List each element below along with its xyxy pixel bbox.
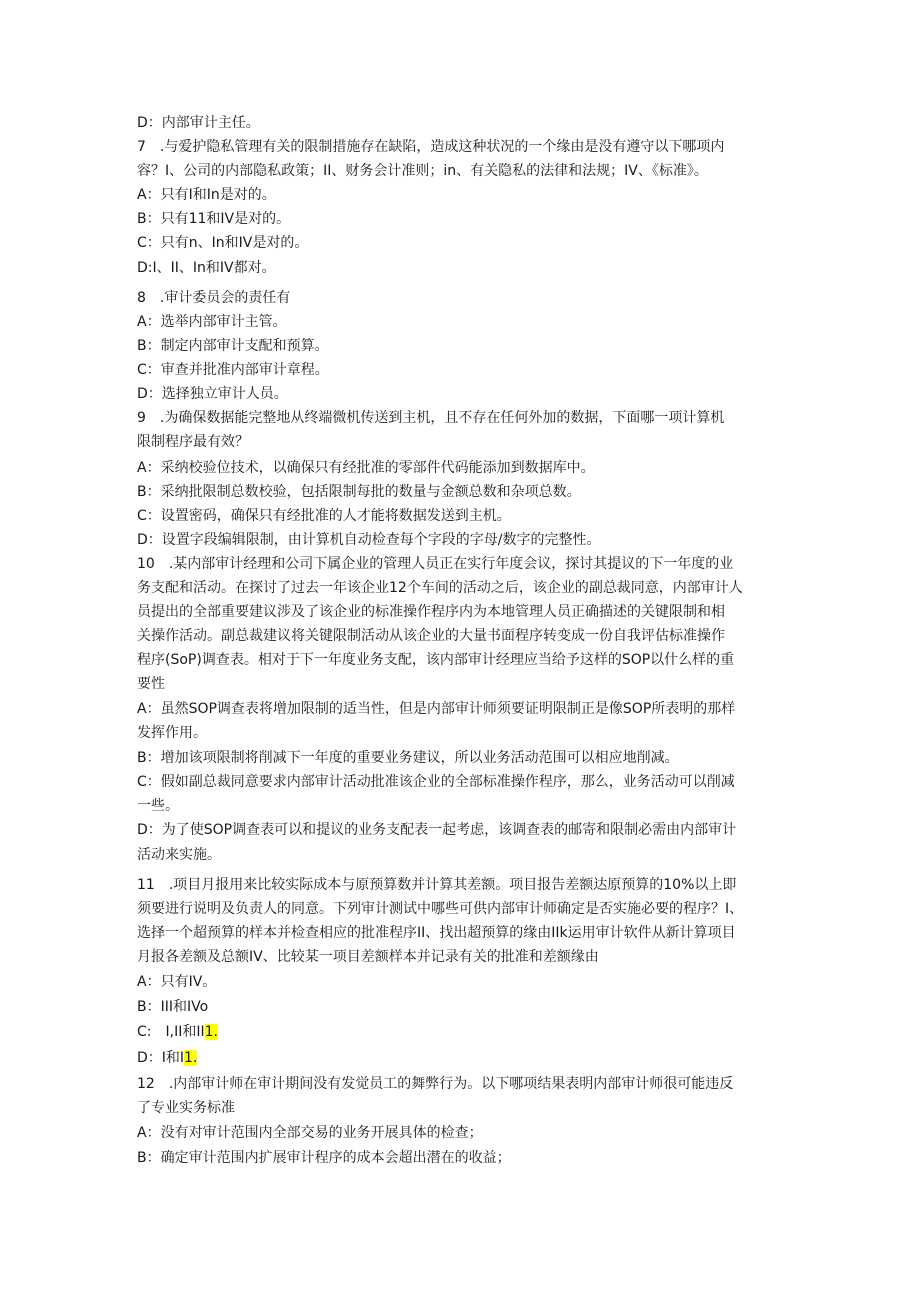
question-12-text: 12 .内部审计师在审计期间没有发觉员工的舞弊行为。以下哪项结果表明内部审计师很可能违反 [137, 1076, 734, 1092]
question-9-text: 9 .为确保数据能完整地从终端微机传送到主机，且不存在任何外加的数据，下面哪一项计算机 [137, 410, 725, 426]
text-line: 发挥作用。 [137, 725, 207, 741]
text-line: D：内部审计主任。 [137, 115, 260, 131]
option-b: B：采纳批限制总数校验，包括限制每批的数量与金额总数和杂项总数。 [137, 484, 581, 500]
option-b: B：III和IVo [137, 999, 209, 1015]
option-a: A：选举内部审计主管。 [137, 314, 287, 330]
option-a: A：只有IV。 [137, 974, 217, 990]
text-line: 员提出的全部重要建议涉及了该企业的标准操作程序内为本地管理人员正确描述的关键限制和相 [137, 604, 725, 620]
question-8-text: 8 .审计委员会的责任有 [137, 290, 291, 306]
text-line: 程序(SoP)调查表。相对于下一年度业务支配，该内部审计经理应当给予这样的SOP以什么样的重 [137, 652, 735, 668]
highlighted-text: 1. [204, 1024, 218, 1040]
question-10-text: 10 .某内部审计经理和公司下属企业的管理人员正在实行年度会议，探讨其提议的下一年度的业 [137, 556, 734, 572]
option-d: D：为了使SOP调查表可以和提议的业务支配表一起考虑，该调查表的邮寄和限制必需由内部审计 [137, 822, 737, 838]
option-b: B：制定内部审计支配和预算。 [137, 338, 329, 354]
text-line: 关操作活动。副总裁建议将关键限制活动从该企业的大量书面程序转变成一份自我评估标准操作 [137, 628, 725, 644]
option-b: B：增加该项限制将削减下一年度的重要业务建议，所以业务活动范围可以相应地削减。 [137, 750, 679, 766]
text-line: 月报各差额及总额IV、比较某一项目差额样本并记录有关的批准和差额缘由 [137, 949, 599, 965]
option-a: A：只有I和In是对的。 [137, 187, 276, 203]
text-line: 了专业实务标准 [137, 1100, 235, 1116]
option-d: D：选择独立审计人员。 [137, 386, 288, 402]
option-c: C：设置密码，确保只有经批准的人才能将数据发送到主机。 [137, 508, 511, 524]
text-line: 要性 [137, 676, 165, 692]
option-b: B：确定审计范围内扩展审计程序的成本会超出潜在的收益； [137, 1150, 511, 1166]
highlighted-text: 1. [184, 1050, 198, 1066]
option-d [137, 1049, 797, 1067]
option-d-text: D：I和I [137, 1050, 185, 1066]
option-c-text: C: I,II和II [137, 1024, 205, 1040]
option-d: D:I、II、In和IV都对。 [137, 260, 276, 276]
option-a: A：采纳校验位技术，以确保只有经批准的零部件代码能添加到数据库中。 [137, 460, 595, 476]
option-c: C：假如副总裁同意要求内部审计活动批准该企业的全部标准操作程序，那么，业务活动可以削减 [137, 774, 735, 790]
option-c [137, 1023, 797, 1041]
text-line: 容？I、公司的内部隐私政策；II、财务会计准则；in、有关隐私的法律和法规；IV、《标准》。 [137, 163, 708, 179]
option-d: D：设置字段编辑限制，由计算机自动检查每个字段的字母/数字的完整性。 [137, 532, 601, 548]
question-11-text: 11 .项目月报用来比较实际成本与原预算数并计算其差额。项目报告差额达原预算的10%以上即 [137, 877, 737, 893]
option-b: B：只有11和IV是对的。 [137, 211, 291, 227]
option-c: C：只有n、In和IV是对的。 [137, 235, 309, 251]
text-line: 活动来实施。 [137, 847, 221, 863]
question-7-text: 7 .与爱护隐私管理有关的限制措施存在缺陷，造成这种状况的一个缘由是没有遵守以下哪项内 [137, 139, 725, 155]
text-line: 一些。 [137, 798, 179, 814]
option-a: A：虽然SOP调查表将增加限制的适当性，但是内部审计师须要证明限制正是像SOP所表明的那样 [137, 701, 736, 717]
text-line: 限制程序最有效？ [137, 434, 249, 450]
text-line: 选择一个超预算的样本并检查相应的批准程序II、找出超预算的缘由IIk运用审计软件从新计算项目 [137, 925, 736, 941]
option-a: A：没有对审计范围内全部交易的业务开展具体的检查； [137, 1125, 483, 1141]
option-c: C：审查并批准内部审计章程。 [137, 362, 329, 378]
text-line: 须要进行说明及负责人的同意。下列审计测试中哪些可供内部审计师确定是否实施必要的程序？I、 [137, 901, 744, 917]
text-line: 务支配和活动。在探讨了过去一年该企业12个车间的活动之后，该企业的副总裁同意，内部审计人 [137, 580, 743, 596]
